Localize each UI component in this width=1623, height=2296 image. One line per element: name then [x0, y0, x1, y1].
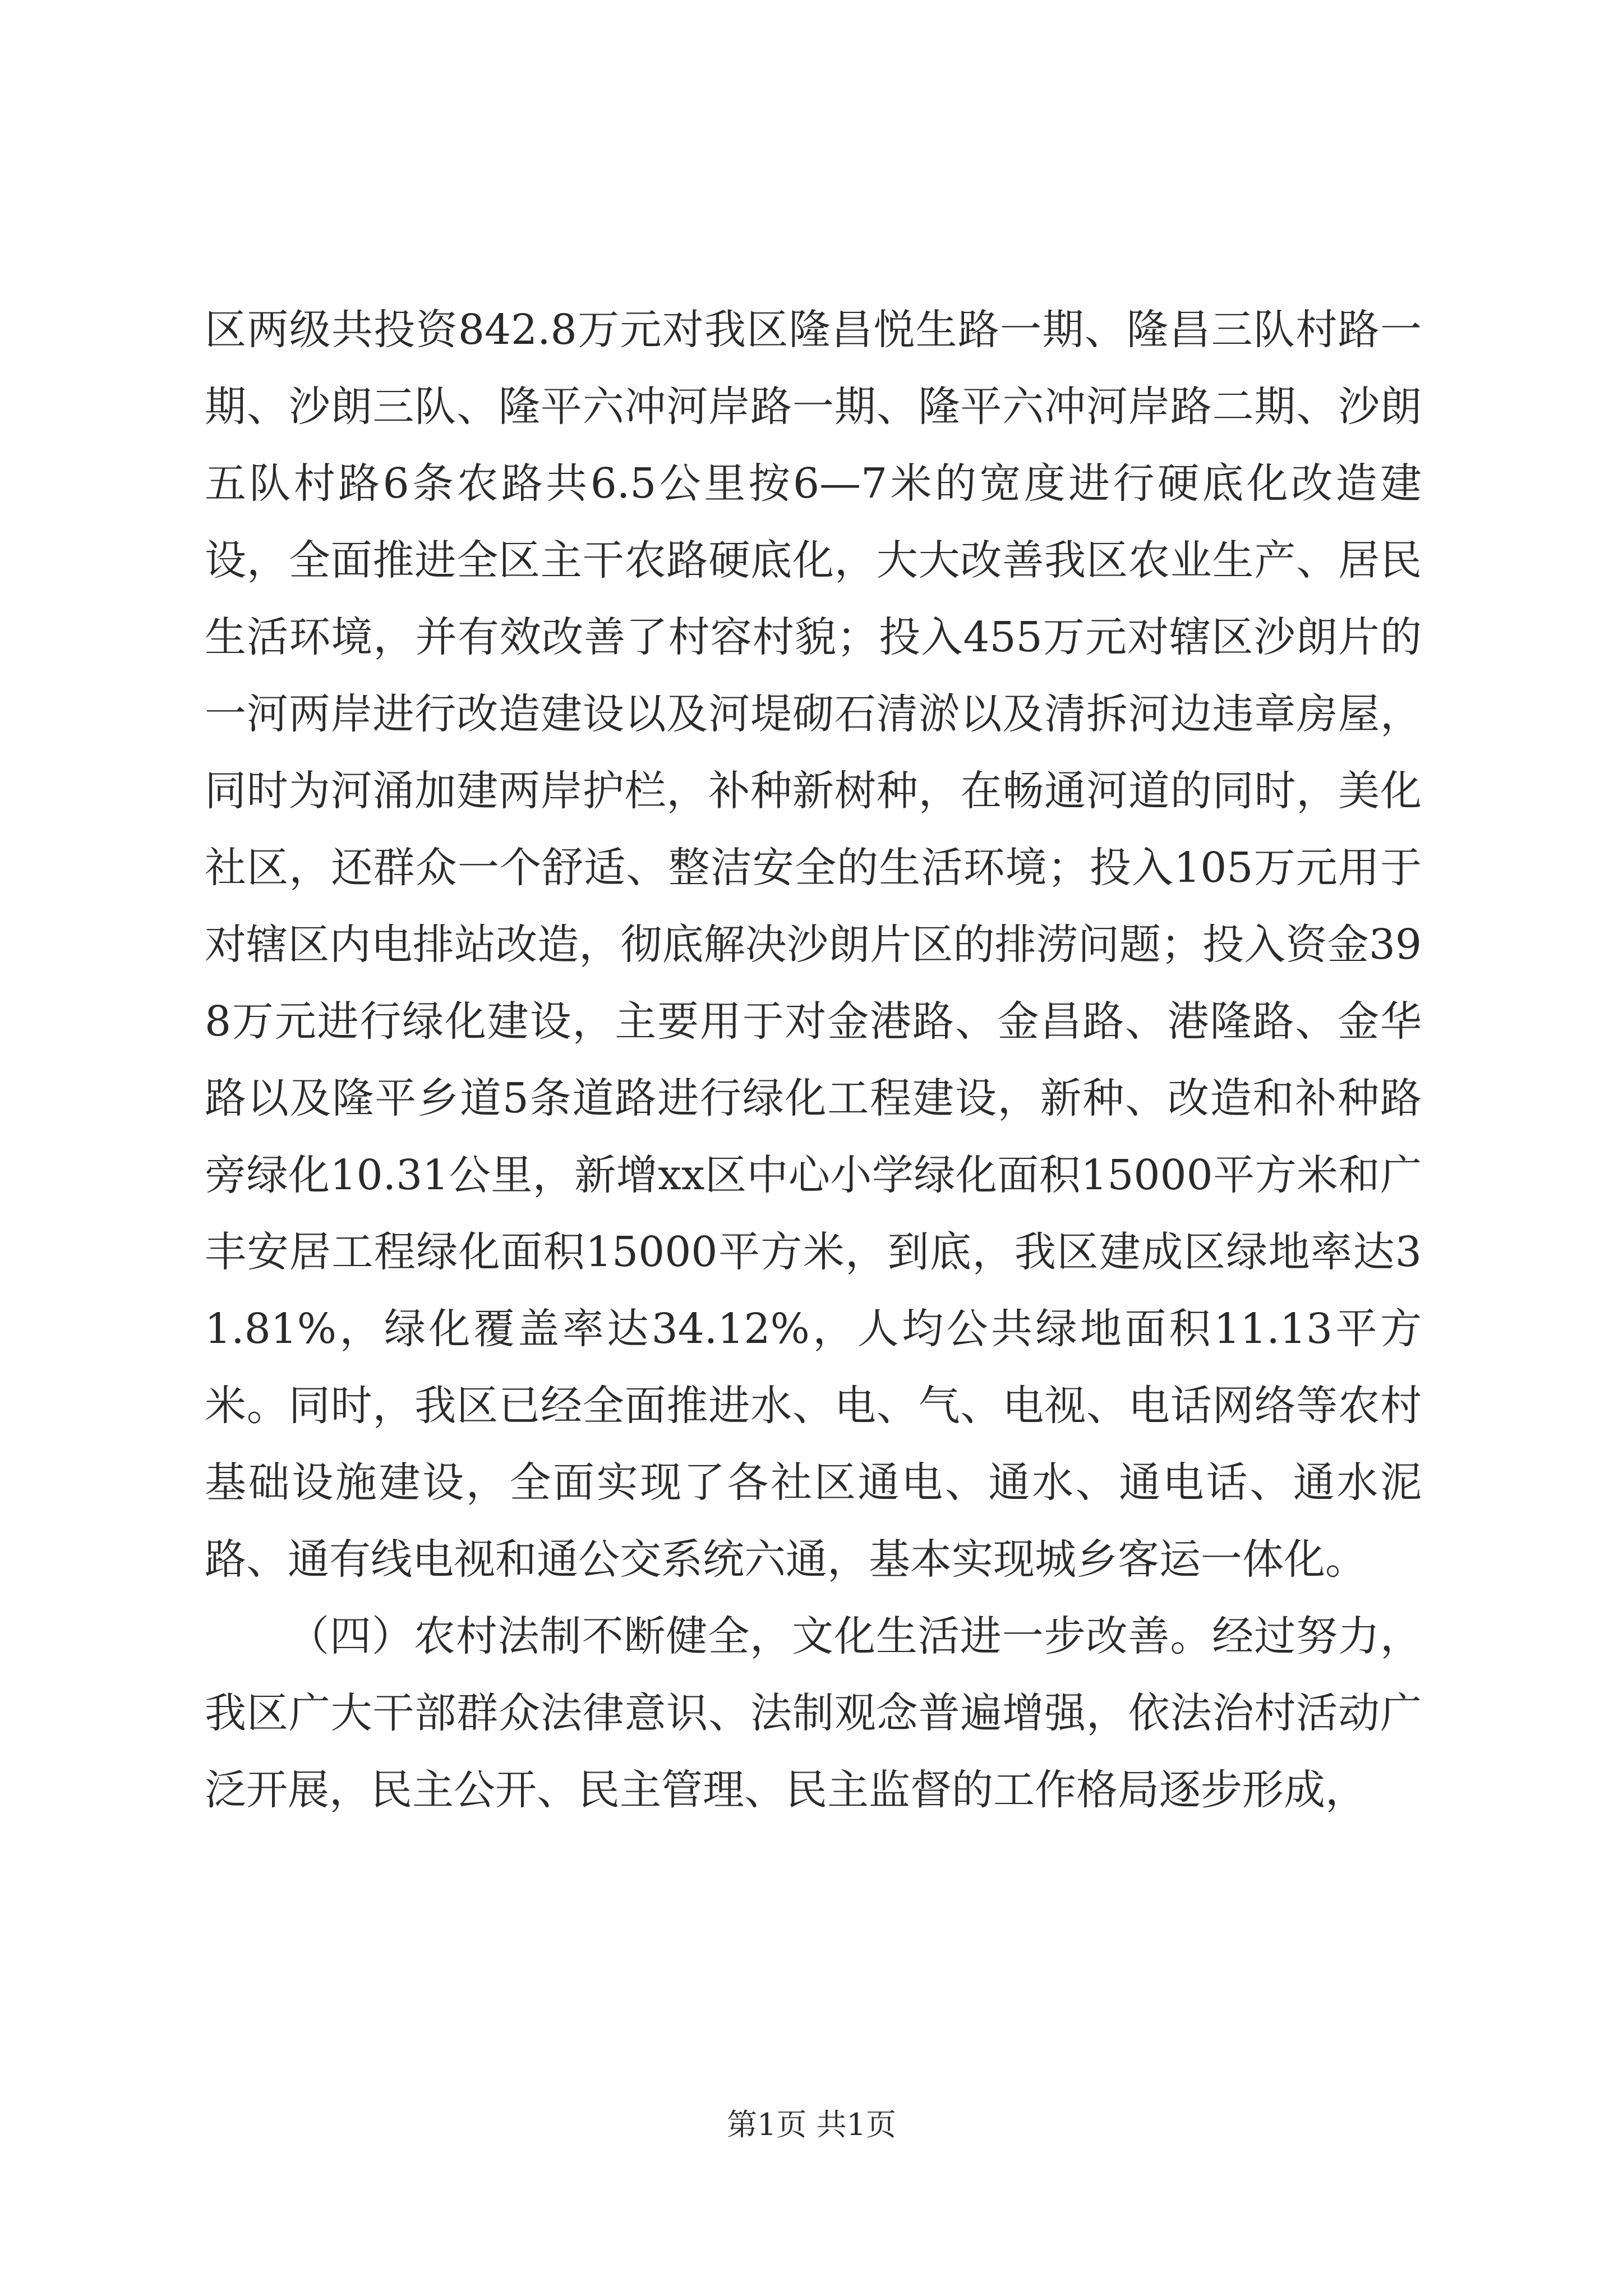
- page-footer: 第1页 共1页: [727, 2107, 896, 2142]
- paragraph-infrastructure: 区两级共投资842.8万元对我区隆昌悦生路一期、隆昌三队村路一期、沙朗三队、隆平六冲河岸路一期、隆平六冲河岸路二期、沙朗五队村路6条农路共6.5公里按6—7米的宽度进行硬底化改造建设，全面推进全区主干农路硬底化，大大改善我区农业生产、居民生活环境，并有效改善了村容村貌；投入455万元对辖区沙朗片的一河两岸进行改造建设以及河堤砌石清淤以及清拆河边违章房屋，同时为河涌加建两岸护栏，补种新树种，在畅通河道的同时，美化社区，还群众一个舒适、整洁安全的生活环境；投入105万元用于对辖区内电排站改造，彻底解决沙朗片区的排涝问题；投入资金398万元进行绿化建设，主要用于对金港路、金昌路、港隆路、金华路以及隆平乡道5条道路进行绿化工程建设，新种、改造和补种路旁绿化10.31公里，新增xx区中心小学绿化面积15000平方米和广丰安居工程绿化面积15000平方米，到底，我区建成区绿地率达31.81%，绿化覆盖率达34.12%，人均公共绿地面积11.13平方米。同时，我区已经全面推进水、电、气、电视、电话网络等农村基础设施建设，全面实现了各社区通电、通水、通电话、通水泥路、通有线电视和通公交系统六通，基本实现城乡客运一体化。: [205, 306, 1422, 1584]
- body-text: [205, 292, 1422, 1829]
- paragraph-rural-legal-culture: （四）农村法制不断健全，文化生活进一步改善。经过努力，我区广大干部群众法律意识、法制观念普遍增强，依法治村活动广泛开展，民主公开、民主管理、民主监督的工作格局逐步形成，: [205, 1612, 1422, 1814]
